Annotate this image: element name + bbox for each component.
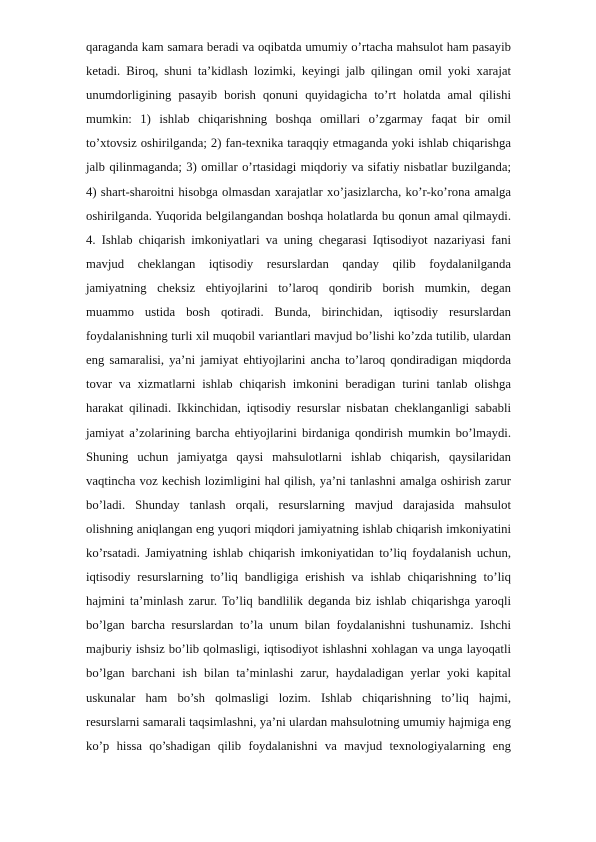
text-line: olishning aniqlangan eng yuqori miqdori jamiyatning ishlab chiqarish imkoniyatini [86, 521, 511, 536]
text-line: ko’rsatadi. Jamiyatning ishlab chiqarish imkoniyatidan to’liq foydalanish uchun, [86, 545, 511, 560]
text-line: bo’lgan barcha resurslardan to’la unum bilan foydalanishni tushunamiz. Ishchi [86, 618, 511, 633]
text-line: 4. Ishlab chiqarish imkoniyatlari va uning chegarasi Iqtisodiyot nazariyasi fani [86, 232, 511, 247]
text-line: harakat qilinadi. Ikkinchidan, iqtisodiy resurslar nisbatan cheklanganligi sababli [86, 401, 511, 416]
text-line: jalb qilinmaganda; 3) omillar o’rtasidagi miqdoriy va sifatiy nisbatlar buzilganda; [86, 160, 511, 175]
text-line: oshirilganda. Yuqorida belgilangandan boshqa holatlarda bu qonun amal qilmaydi. [86, 208, 511, 223]
text-line: mumkin: 1) ishlab chiqarishning boshqa omillari o’zgarmay faqat bir omil [86, 112, 511, 127]
text-line: muammo ustida bosh qotiradi. Bunda, birinchidan, iqtisodiy resurslardan [86, 305, 511, 320]
text-line: eng samaralisi, ya’ni jamiyat ehtiyojlarini ancha to’laroq qondiradigan miqdorda [86, 353, 511, 368]
document-page [86, 35, 511, 758]
text-line: 4) shart-sharoitni hisobga olmasdan xarajatlar xo’jasizlarcha, ko’r-ko’rona amalga [86, 184, 511, 199]
text-line: Shuning uchun jamiyatga qaysi mahsulotlarni ishlab chiqarish, qaysilaridan [86, 449, 511, 464]
text-line: unumdorligining pasayib borish qonuni quyidagicha to’rt holatda amal qilishi [86, 88, 511, 103]
text-line: hajmini ta’minlash zarur. To’liq bandlilik deganda biz ishlab chiqarishga yaroqli [86, 594, 511, 609]
text-line: bo’ladi. Shunday tanlash orqali, resurslarning mavjud darajasida mahsulot [86, 497, 511, 512]
text-line: ko’p hissa qo’shadigan qilib foydalanishni va mavjud texnologiyalarning eng [86, 738, 511, 753]
text-line: foydalanishning turli xil muqobil variantlari mavjud bo’lishi ko’zda tutilib, ulardan [86, 329, 511, 344]
text-line: bo’lgan barchani ish bilan ta’minlashi zarur, haydaladigan yerlar yoki kapital [86, 666, 511, 681]
text-line: jamiyatning cheksiz ehtiyojlarini to’laroq qondirib borish mumkin, degan [86, 280, 511, 295]
text-line: jamiyat a’zolarining barcha ehtiyojlarini birdaniga qondirish mumkin bo’lmaydi. [86, 425, 511, 440]
text-line: ketadi. Biroq, shuni ta’kidlash lozimki, keyingi jalb qilingan omil yoki xarajat [86, 64, 511, 79]
text-line: majburiy ishsiz bo’lib qolmasligi, iqtisodiyot ishlashni xohlagan va unga layoqatli [86, 642, 511, 657]
text-line: qaraganda kam samara beradi va oqibatda umumiy o’rtacha mahsulot ham pasayib [86, 40, 511, 54]
text-line: resurslarni samarali taqsimlashni, ya’ni ulardan mahsulotning umumiy hajmiga eng [86, 714, 511, 729]
text-line: tovar va xizmatlarni ishlab chiqarish imkonini beradigan turini tanlab olishga [86, 377, 511, 392]
text-line: to’xtovsiz oshirilganda; 2) fan-texnika taraqqiy etmaganda yoki ishlab chiqarishga [86, 136, 511, 151]
text-line: uskunalar ham bo’sh qolmasligi lozim. Ishlab chiqarishning to’liq hajmi, [86, 690, 511, 705]
text-line: mavjud cheklangan iqtisodiy resurslardan qanday qilib foydalanilganda [86, 256, 511, 271]
text-line: iqtisodiy resurslarning to’liq bandligiga erishish va ishlab chiqarishning to’liq [86, 570, 511, 585]
text-line: vaqtincha voz kechish lozimligini hal qilish, ya’ni tanlashni amalga oshirish zarur [86, 473, 511, 488]
